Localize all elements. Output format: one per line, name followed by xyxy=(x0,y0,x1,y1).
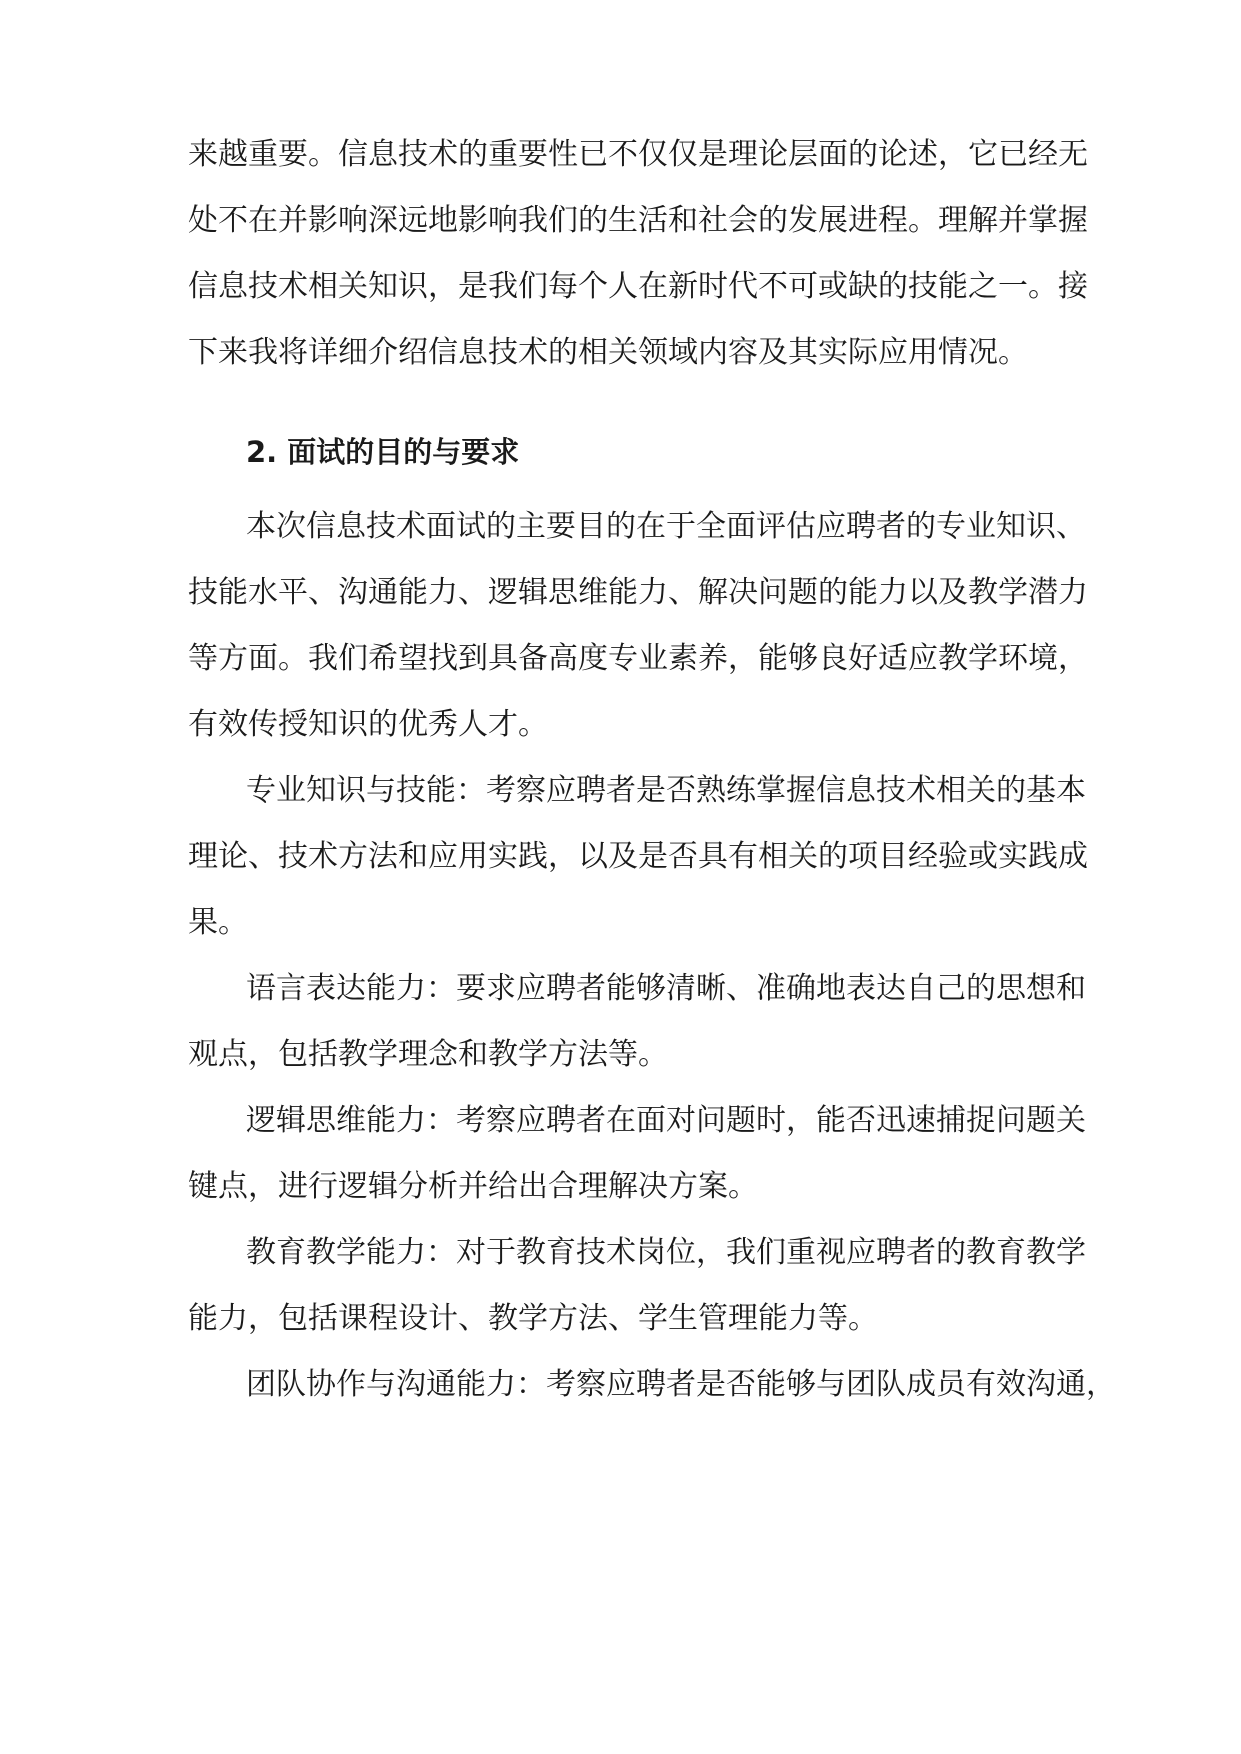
logic-line-1: 逻辑思维能力：考察应聘者在面对问题时，能否迅速捕捉问题关 xyxy=(246,1103,1086,1138)
intro-line-2: 处不在并影响深远地影响我们的生活和社会的发展进程。理解并掌握 xyxy=(188,203,1088,238)
teaching-line-1: 教育教学能力：对于教育技术岗位，我们重视应聘者的教育教学 xyxy=(246,1235,1086,1270)
professional-line-3: 果。 xyxy=(188,905,248,940)
intro-line-1: 来越重要。信息技术的重要性已不仅仅是理论层面的论述，它已经无 xyxy=(188,137,1088,172)
teamwork-line-1: 团队协作与沟通能力：考察应聘者是否能够与团队成员有效沟通， xyxy=(246,1367,1116,1402)
purpose-line-4: 有效传授知识的优秀人才。 xyxy=(188,707,548,742)
purpose-line-2: 技能水平、沟通能力、逻辑思维能力、解决问题的能力以及教学潜力 xyxy=(188,575,1088,610)
language-line-1: 语言表达能力：要求应聘者能够清晰、准确地表达自己的思想和 xyxy=(246,971,1086,1006)
teaching-line-2: 能力，包括课程设计、教学方法、学生管理能力等。 xyxy=(188,1301,878,1336)
language-line-2: 观点，包括教学理念和教学方法等。 xyxy=(188,1037,668,1072)
professional-line-1: 专业知识与技能：考察应聘者是否熟练掌握信息技术相关的基本 xyxy=(246,773,1086,808)
section-heading: 2. 面试的目的与要求 xyxy=(246,435,520,469)
intro-line-4: 下来我将详细介绍信息技术的相关领域内容及其实际应用情况。 xyxy=(188,335,1028,370)
professional-line-2: 理论、技术方法和应用实践，以及是否具有相关的项目经验或实践成 xyxy=(188,839,1088,874)
intro-line-3: 信息技术相关知识，是我们每个人在新时代不可或缺的技能之一。接 xyxy=(188,269,1088,304)
purpose-line-3: 等方面。我们希望找到具备高度专业素养，能够良好适应教学环境， xyxy=(188,641,1088,676)
purpose-line-1: 本次信息技术面试的主要目的在于全面评估应聘者的专业知识、 xyxy=(246,509,1086,544)
logic-line-2: 键点，进行逻辑分析并给出合理解决方案。 xyxy=(188,1169,758,1204)
